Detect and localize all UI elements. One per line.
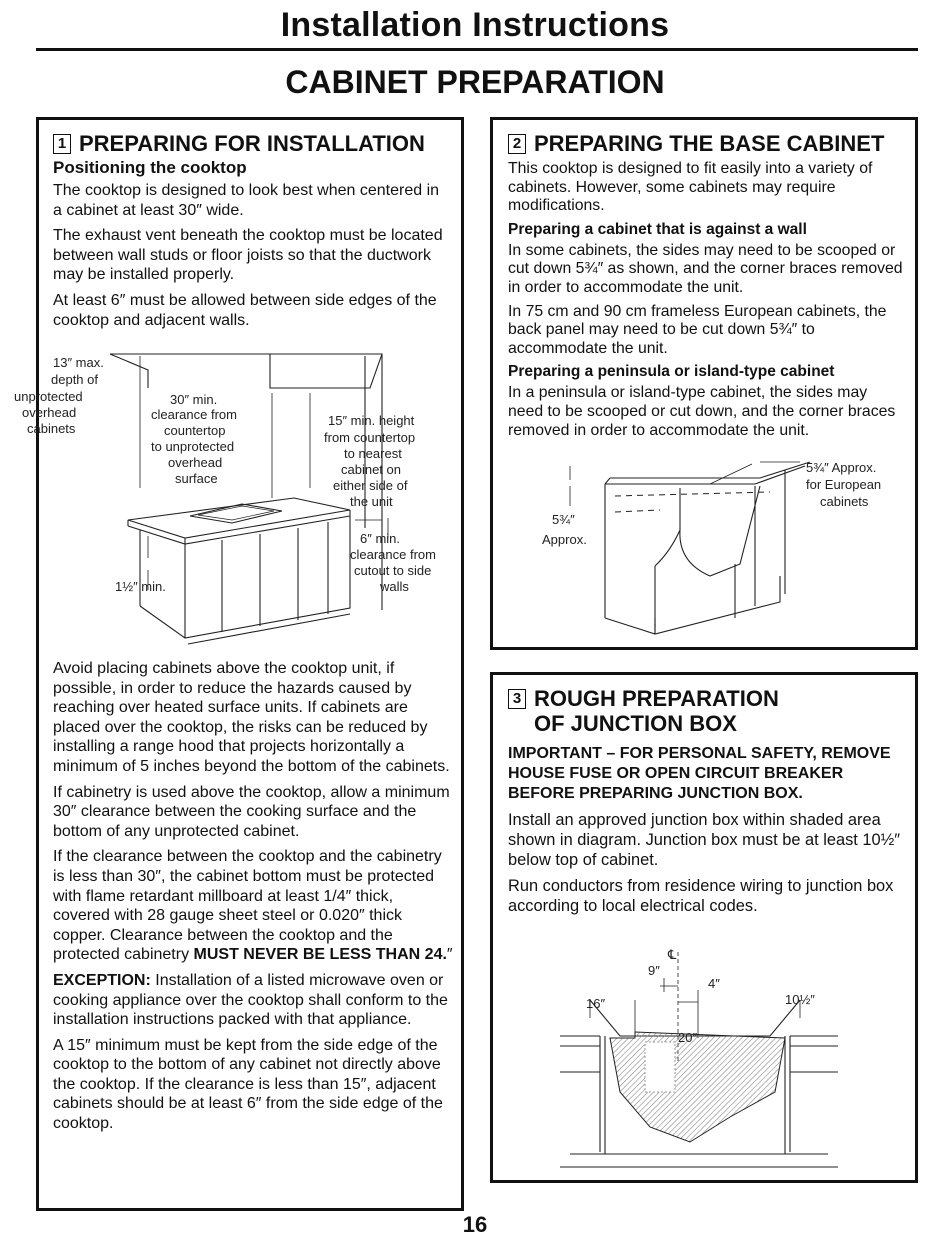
section-1-para-7 (53, 971, 453, 1030)
para-6-bold: MUST NEVER BE LESS THAN 24. (193, 946, 447, 964)
exception-text: Installation of a listed microwave oven or cooking appliance over the cooktop shall conform to the installation instructions packed with that appliance. (53, 971, 448, 1029)
section-2-para-1: This cooktop is designed to fit easily into a variety of cabinets. However, some cabinets may require modifications. (508, 160, 873, 215)
section-1-heading-text: PREPARING FOR INSTALLATION (79, 131, 425, 156)
base-cabinet-diagram (530, 456, 910, 642)
diagram-label: cabinets (820, 494, 869, 509)
section-3-para-1: Install an approved junction box within shaded area shown in diagram. Junction box must be at least 10½″ below top of cabinet. (508, 811, 901, 869)
para-6-text: If the clearance between the cooktop and the cabinetry is less than 30″, the cabinet bottom must be protected with flame retardant millboard at least 1/4″ thick, covered with 28 gauge sheet steel or 0.020″ thick copper. Clearance between the cooktop and the protected cabinetry (53, 848, 442, 964)
diagram-label: the unit (350, 494, 393, 509)
section-2-heading (508, 131, 904, 156)
diagram-label: 13″ max. (53, 355, 104, 370)
para-6-end: ″ (446, 946, 453, 964)
section-3-heading-line-2: OF JUNCTION BOX (534, 711, 737, 736)
diagram-label: ℄ (668, 947, 677, 962)
section-2-subheading-1: Preparing a cabinet that is against a wall (508, 220, 807, 238)
diagram-label: Approx. (542, 532, 587, 547)
diagram-label: 1½″ min. (115, 579, 166, 594)
diagram-label: clearance from (350, 547, 436, 562)
section-number-badge: 1 (53, 134, 71, 154)
section-3-content (508, 686, 904, 922)
section-3-heading-text (534, 686, 779, 736)
diagram-label: cutout to side (354, 563, 432, 578)
section-2-heading-text: PREPARING THE BASE CABINET (534, 131, 885, 156)
diagram-label: from countertop (324, 430, 416, 445)
section-2-content (508, 131, 904, 445)
section-number-badge: 3 (508, 689, 526, 709)
diagram-label: overhead (22, 405, 77, 420)
section-3-para-2: Run conductors from residence wiring to junction box according to local electrical codes. (508, 877, 894, 915)
diagram-label: surface (175, 471, 218, 486)
section-1-para-2: The exhaust vent beneath the cooktop must be located between wall studs or floor joists so that the ductwork may be installed properly. (53, 227, 443, 284)
diagram-label: 20″ (678, 1030, 698, 1045)
diagram-label: to nearest (344, 446, 402, 461)
diagram-label: 4″ (708, 976, 720, 991)
page-number: 16 (462, 1212, 488, 1237)
diagram-label: for European (806, 477, 882, 492)
section-number-badge: 2 (508, 134, 526, 154)
section-1-para-6 (53, 847, 453, 965)
title-rule (36, 48, 918, 51)
section-1-lower (53, 659, 453, 1140)
diagram-label: either side of (333, 478, 408, 493)
section-1-para-8: A 15″ minimum must be kept from the side edge of the cooktop to the bottom of any cabinet not directly above the cooktop. If the clearance is less than 15″, adjacent cabinets should be at least 6″ from the side edge of the cooktop. (53, 1036, 443, 1133)
diagram-label: depth of (51, 372, 98, 387)
diagram-label: cabinets (27, 421, 76, 436)
section-2-para-4: In a peninsula or island-type cabinet, the sides may need to be scooped or cut down, and the corner braces removed in order to accommodate the unit. (508, 384, 896, 439)
section-title: CABINET PREPARATION (285, 64, 665, 100)
diagram-label: unprotected (14, 389, 83, 404)
section-1-subheading: Positioning the cooktop (53, 158, 247, 177)
section-2-para-3: In 75 cm and 90 cm frameless European cabinets, the back panel may need to be cut down 5¾″ to accommodate the unit. (508, 302, 887, 357)
page-title: Installation Instructions (280, 6, 670, 44)
diagram-label: overhead (168, 455, 223, 470)
section-3-heading-line-1: ROUGH PREPARATION (534, 686, 779, 711)
diagram-label: countertop (164, 423, 226, 438)
diagram-label: 5¾″ Approx. (806, 460, 877, 475)
diagram-label: 15″ min. height (328, 413, 415, 428)
section-2-para-2: In some cabinets, the sides may need to be scooped or cut down 5¾″ as shown, and the corner braces removed in order to accommodate the unit. (508, 241, 903, 296)
cooktop-clearance-diagram (10, 348, 456, 650)
section-1-para-3: At least 6″ must be allowed between side edges of the cooktop and adjacent walls. (53, 291, 437, 329)
exception-label: EXCEPTION: (53, 971, 151, 989)
diagram-label: 5¾″ (552, 512, 575, 527)
section-1-content (53, 131, 451, 336)
diagram-label: 10½″ (785, 992, 815, 1007)
diagram-label: cabinet on (341, 462, 401, 477)
section-1-heading (53, 131, 451, 156)
diagram-label: 16″ (586, 996, 606, 1011)
section-1-para-1: The cooktop is designed to look best when centered in a cabinet at least 30″ wide. (53, 182, 440, 219)
safety-warning: IMPORTANT – FOR PERSONAL SAFETY, REMOVE HOUSE FUSE OR OPEN CIRCUIT BREAKER BEFORE PREPARING JUNCTION BOX. (508, 745, 891, 802)
diagram-label: walls (380, 579, 409, 594)
section-1-para-4: Avoid placing cabinets above the cooktop unit, if possible, in order to reduce the hazards caused by reaching over heated surface units. If cabinets are placed over the cooktop, the risks can be reduced by installing a range hood that projects horizontally a minimum of 5 inches beyond the bottom of the cabinets. (53, 660, 450, 775)
section-3-heading (508, 686, 904, 736)
junction-box-diagram (560, 942, 840, 1172)
diagram-label: 6″ min. (360, 531, 401, 546)
section-2-subheading-2: Preparing a peninsula or island-type cabinet (508, 363, 835, 381)
diagram-label: 9″ (648, 963, 660, 978)
diagram-label: to unprotected (151, 439, 235, 454)
diagram-label: 30″ min. (170, 392, 218, 407)
section-1-para-5: If cabinetry is used above the cooktop, allow a minimum 30″ clearance between the cooking surface and the bottom of any unprotected cabinet. (53, 783, 450, 840)
diagram-label: clearance from (151, 407, 237, 422)
